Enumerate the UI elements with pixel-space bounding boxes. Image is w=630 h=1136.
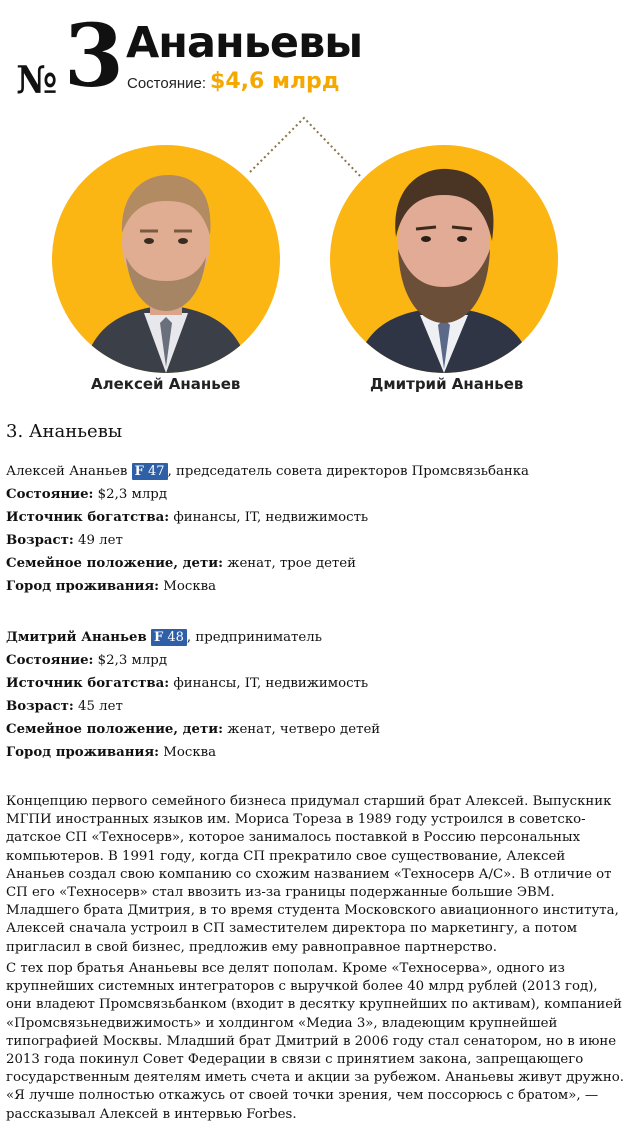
field-label: Источник богатства: — [6, 510, 170, 525]
field-value: Москва — [159, 745, 217, 760]
field-value: 49 лет — [73, 533, 123, 548]
field-row — [6, 483, 626, 506]
forbes-f-icon: F — [134, 464, 144, 479]
page-title: Ананьевы — [126, 18, 363, 68]
portrait-label-dmitry: Дмитрий Ананьев — [370, 375, 524, 393]
field-label: Возраст: — [6, 533, 74, 548]
field-value: финансы, IT, недвижимость — [169, 510, 369, 525]
portrait-label-aleksey: Алексей Ананьев — [91, 375, 241, 393]
field-row — [6, 506, 626, 529]
person-role: , председатель совета директоров Промсвязьбанка — [167, 464, 529, 479]
badge-number: 47 — [148, 464, 165, 479]
fortune-label: Состояние: — [127, 75, 207, 92]
field-row — [6, 741, 626, 764]
field-label: Источник богатства: — [6, 676, 170, 691]
section-title: 3. Ананьевы — [6, 421, 123, 442]
field-row — [6, 649, 626, 672]
person-heading — [6, 626, 626, 649]
field-value: женат, трое детей — [222, 556, 357, 571]
field-row — [6, 718, 626, 741]
person-card-aleksey — [6, 460, 626, 598]
article-paragraph: С тех пор братья Ананьевы все делят пополам. Кроме «Техносерва», одного из крупнейших системных интеграторов с выручкой более 40 млрд рублей (2013 год), они владеют Промсвязьбанком (входит в десятку крупнейших по активам), компанией «Промсвязьнедвижимость» и холдингом «Медиа 3», владеющим крупнейшей типографией Москвы. Младший брат Дмитрий в 2006 году стал сенатором, но в июне 2013 года покинул Совет Федерации в связи с принятием закона, запрещающего государственным деятелям иметь счета и акции за рубежом. Ананьевы живут дружно. «Я лучше полностью откажусь от своей точки зрения, чем поссорюсь с братом», — рассказывал Алексей в интервью Forbes. — [6, 961, 624, 1122]
field-value: женат, четверо детей — [222, 722, 381, 737]
portrait-aleksey — [52, 145, 280, 373]
fortune-value: $4,6 млрд — [210, 69, 340, 94]
person-photo-icon — [52, 145, 280, 373]
field-value: финансы, IT, недвижимость — [169, 676, 369, 691]
article-paragraph: Концепцию первого семейного бизнеса придумал старший брат Алексей. Выпускник МГПИ иностранных языков им. Мориса Тореза в 1989 году устроился в советско-датское СП «Техносерв», которое занималось поставкой в Россию персональных компьютеров. В 1991 году, когда СП прекратило свое существование, Алексей Ананьев создал свою компанию со схожим названием «Техносерв А/С». В отличие от СП его «Техносерв» стал ввозить из-за границы подержанные большие ЭВМ. Младшего брата Дмитрия, в то время студента Московского авиационного института, Алексей сначала устроил в СП заместителем директора по маркетингу, а потом пригласил в свой бизнес, предложив ему равноправное партнерство. — [6, 794, 619, 955]
rank-prefix: № — [16, 57, 56, 102]
field-label: Город проживания: — [6, 579, 160, 594]
field-row — [6, 695, 626, 718]
field-row — [6, 575, 626, 598]
field-label: Состояние: — [6, 653, 94, 668]
badge-number: 48 — [167, 630, 184, 645]
forbes-rank-badge[interactable] — [151, 629, 187, 646]
portrait-dmitry — [330, 145, 558, 373]
field-value: $2,3 млрд — [93, 653, 168, 668]
person-role: , предприниматель — [186, 630, 322, 645]
field-value: $2,3 млрд — [93, 487, 168, 502]
forbes-f-icon: F — [154, 630, 164, 645]
person-photo-icon — [330, 145, 558, 373]
person-name: Дмитрий Ананьев — [6, 630, 147, 645]
forbes-rank-badge[interactable] — [132, 463, 168, 480]
field-label: Город проживания: — [6, 745, 160, 760]
field-label: Возраст: — [6, 699, 74, 714]
field-row — [6, 552, 626, 575]
field-value: Москва — [159, 579, 217, 594]
field-row — [6, 529, 626, 552]
field-label: Семейное положение, дети: — [6, 722, 223, 737]
person-heading — [6, 460, 626, 483]
field-row — [6, 672, 626, 695]
field-value: 45 лет — [73, 699, 123, 714]
person-name: Алексей Ананьев — [6, 464, 128, 479]
person-card-dmitry — [6, 626, 626, 764]
rank-number: 3 — [64, 6, 124, 107]
field-label: Состояние: — [6, 487, 94, 502]
field-label: Семейное положение, дети: — [6, 556, 223, 571]
